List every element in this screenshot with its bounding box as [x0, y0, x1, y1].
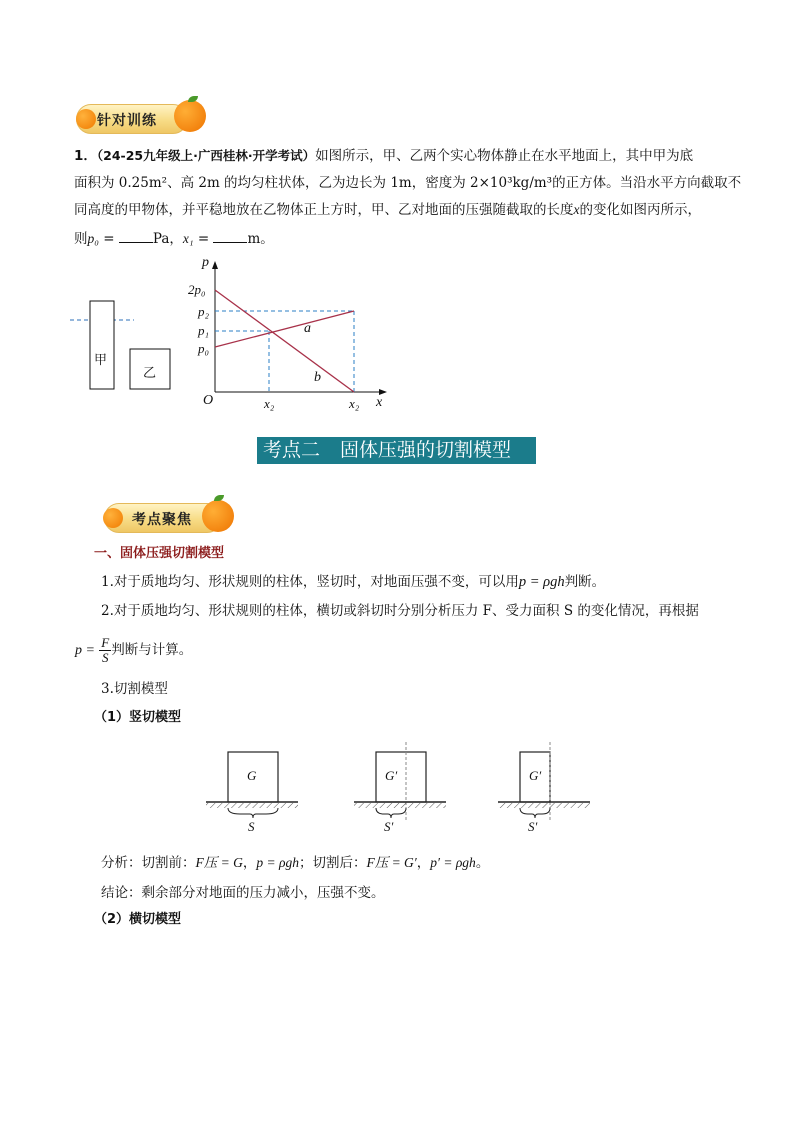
- origin-label: O: [203, 393, 214, 408]
- tick-p0: p₀: [198, 341, 210, 356]
- box3-area-label: S′: [528, 819, 538, 834]
- box2-area-label: S′: [384, 819, 394, 834]
- analysis-line: 分析：切割前：F压 = G，p = ρgh；切割后：F压 = G′，p′ = ρgh。: [101, 855, 490, 871]
- paragraph-3: p = $\frac{F}{S}$ 判断与计算。: [75, 635, 193, 665]
- paragraph-2: 2.对于质地均匀、形状规则的柱体，横切或斜切时分别分析压力 F、受力面积 S 的变化情况，再根据: [101, 603, 699, 619]
- answer-blank-x1[interactable]: [213, 230, 247, 243]
- conclusion-line: 结论：剩余部分对地面的压力减小，压强不变。: [101, 885, 385, 901]
- badge-label: 考点聚焦: [132, 512, 192, 528]
- orange-small-icon: [103, 508, 123, 528]
- box2-label: G′: [385, 768, 398, 783]
- orange-big-icon: [202, 500, 234, 532]
- subheading-vertical-cut: （1）竖切模型: [94, 710, 182, 725]
- axis-p-label: p: [202, 255, 209, 270]
- heading-cutting-model: 一、固体压强切割模型: [94, 546, 225, 561]
- vertical-cut-figure: [200, 740, 600, 840]
- orange-small-icon: [76, 109, 96, 129]
- tick-x-left: x₂: [264, 396, 275, 411]
- question-1-line-1: 1．（24-25九年级上·广西桂林·开学考试）如图所示，甲、乙两个实心物体静止在水平地面上，其中甲为底: [74, 148, 694, 164]
- tick-2p0: 2p₀: [188, 282, 206, 297]
- box1-label: G: [247, 768, 257, 783]
- paragraph-1: 1.对于质地均匀、形状规则的柱体，竖切时，对地面压强不变，可以用p = ρgh判断。: [101, 574, 606, 590]
- box3-label: G′: [529, 768, 542, 783]
- subheading-horizontal-cut: （2）横切模型: [94, 912, 182, 927]
- section-title: 考点二 固体压强的切割模型: [257, 437, 536, 464]
- tick-p1: p₁: [198, 323, 210, 338]
- block-yi-label: 乙: [143, 366, 157, 381]
- box1-area-label: S: [248, 819, 255, 834]
- paragraph-4: 3.切割模型: [101, 681, 168, 697]
- tick-p2: p₂: [198, 304, 210, 319]
- line-a-label: a: [304, 321, 311, 336]
- fraction-f-over-s: $\frac{F}{S}$: [101, 635, 110, 665]
- question-1-line-3: 同高度的甲物体，并平稳地放在乙物体正上方时，甲、乙对地面的压强随截取的长度x的变化如图丙所示，: [74, 202, 701, 218]
- orange-big-icon: [174, 100, 206, 132]
- badge-label: 针对训练: [97, 113, 157, 129]
- question-1-line-2: 面积为 0.25m²、高 2m 的均匀柱状体，乙为边长为 1m，密度为 2×10³kg/m³的正方体。当沿水平方向截取不: [74, 175, 742, 191]
- answer-blank-p0[interactable]: [119, 230, 153, 243]
- pressure-graph: [196, 258, 396, 418]
- block-jia-label: 甲: [94, 353, 108, 368]
- tick-x-right: x₂: [349, 396, 360, 411]
- axis-x-label: x: [376, 395, 383, 410]
- blocks-figure: [68, 295, 188, 395]
- line-b-label: b: [314, 370, 321, 385]
- question-1-line-4: 则p₀ = Pa，x₁ = m。: [74, 231, 274, 247]
